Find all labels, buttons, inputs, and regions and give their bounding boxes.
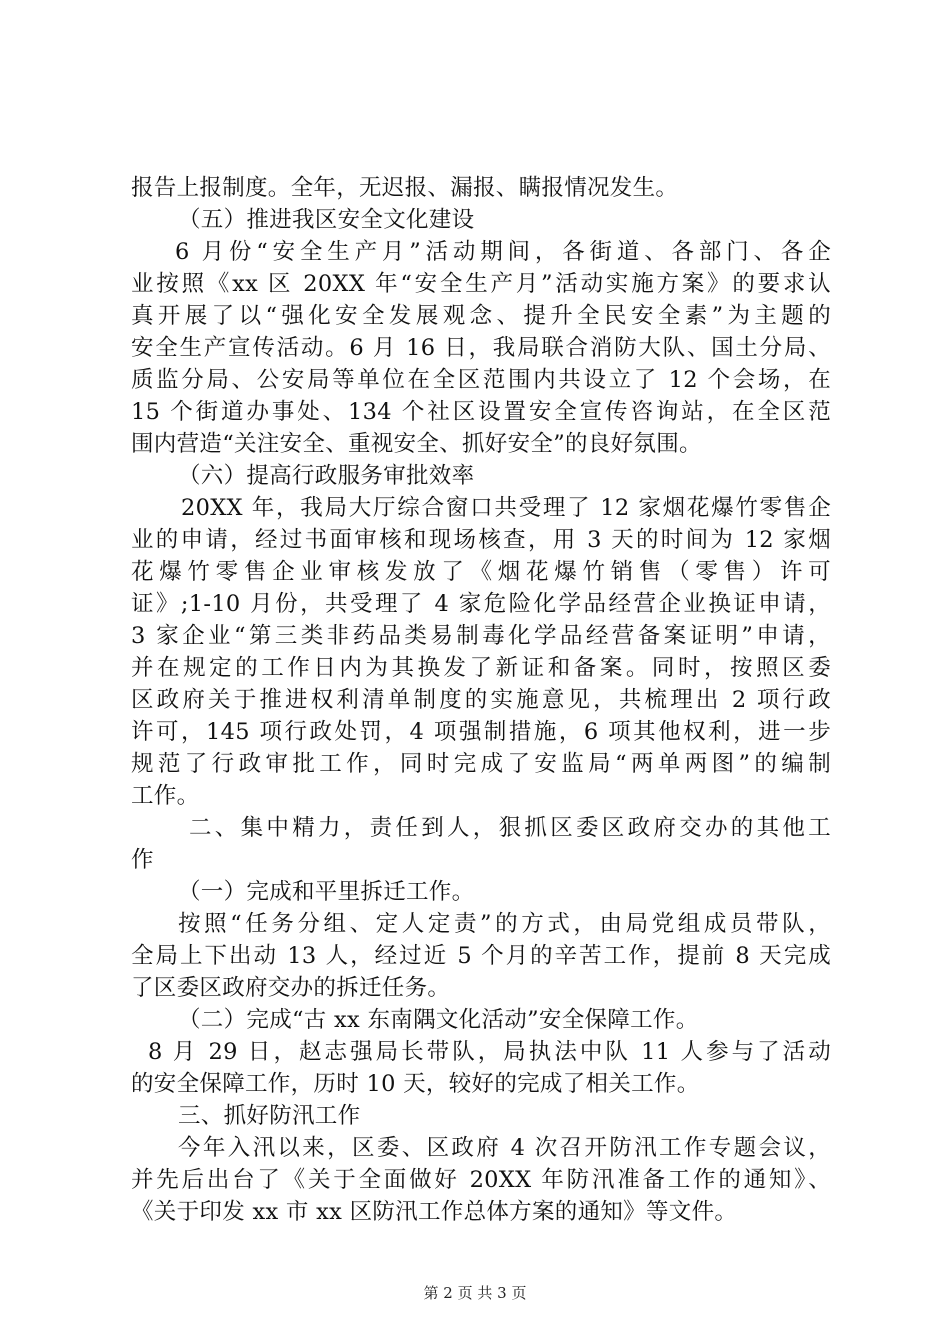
body-line: 的安全保障工作，历时 10 天，较好的完成了相关工作。 [131,1071,700,1097]
body-line: 15 个街道办事处、134 个社区设置安全宣传咨询站，在全区范 [131,399,831,425]
chapter-heading: 作 [131,847,154,873]
body-line: 8 月 29 日，赵志强局长带队，局执法中队 11 人参与了活动 [148,1039,831,1065]
body-line: 全局上下出动 13 人，经过近 5 个月的辛苦工作，提前 8 天完成 [131,943,831,969]
body-line: 并在规定的工作日内为其换发了新证和备案。同时，按照区委 [131,655,831,681]
body-line: 质监分局、公安局等单位在全区范围内共设立了 12 个会场，在 [131,367,831,393]
body-line: 区政府关于推进权利清单制度的实施意见，共梳理出 2 项行政 [131,687,831,713]
body-line: 3 家企业“第三类非药品类易制毒化学品经营备案证明”申请， [131,623,831,649]
body-line: 围内营造“关注安全、重视安全、抓好安全”的良好氛围。 [131,431,702,457]
chapter-heading: 二、集中精力，责任到人，狠抓区委区政府交办的其他工 [189,815,831,841]
body-line: 工作。 [131,783,200,809]
section-heading: （二）完成“古 xx 东南隅文化活动”安全保障工作。 [178,1007,699,1033]
section-heading: （六）提高行政服务审批效率 [178,463,475,489]
body-line: 许可，145 项行政处罚，4 项强制措施，6 项其他权利，进一步 [131,719,831,745]
body-line: 并先后出台了《关于全面做好 20XX 年防汛准备工作的通知》、 [131,1167,831,1193]
chapter-heading: 三、抓好防汛工作 [178,1103,361,1129]
document-body [131,172,831,1228]
body-line: 真开展了以“强化安全发展观念、提升全民安全素”为主题的 [131,303,831,329]
body-line: 6 月份“安全生产月”活动期间，各街道、各部门、各企 [175,239,831,265]
body-line: 规范了行政审批工作，同时完成了安监局“两单两图”的编制 [131,751,831,777]
body-line: 20XX 年，我局大厅综合窗口共受理了 12 家烟花爆竹零售企 [181,495,831,521]
body-line: 《关于印发 xx 市 xx 区防汛工作总体方案的通知》等文件。 [131,1199,738,1225]
page-number-footer: 第 2 页 共 3 页 [423,1284,527,1302]
body-line: 业的申请，经过书面审核和现场核查，用 3 天的时间为 12 家烟 [131,527,831,553]
section-heading: （五）推进我区安全文化建设 [178,207,475,233]
body-line: 花爆竹零售企业审核发放了《烟花爆竹销售（零售）许可 [131,559,831,585]
body-line: 今年入汛以来，区委、区政府 4 次召开防汛工作专题会议， [178,1135,831,1161]
body-line: 了区委区政府交办的拆迁任务。 [131,975,451,1001]
body-line: 按照“任务分组、定人定责”的方式，由局党组成员带队， [178,911,831,937]
body-line: 业按照《xx 区 20XX 年“安全生产月”活动实施方案》的要求认 [131,271,831,297]
body-line: 安全生产宣传活动。6 月 16 日，我局联合消防大队、国土分局、 [131,335,831,361]
body-line: 报告上报制度。全年，无迟报、漏报、瞒报情况发生。 [131,175,679,201]
section-heading: （一）完成和平里拆迁工作。 [178,879,475,905]
body-line: 证》;1-10 月份，共受理了 4 家危险化学品经营企业换证申请， [131,591,831,617]
